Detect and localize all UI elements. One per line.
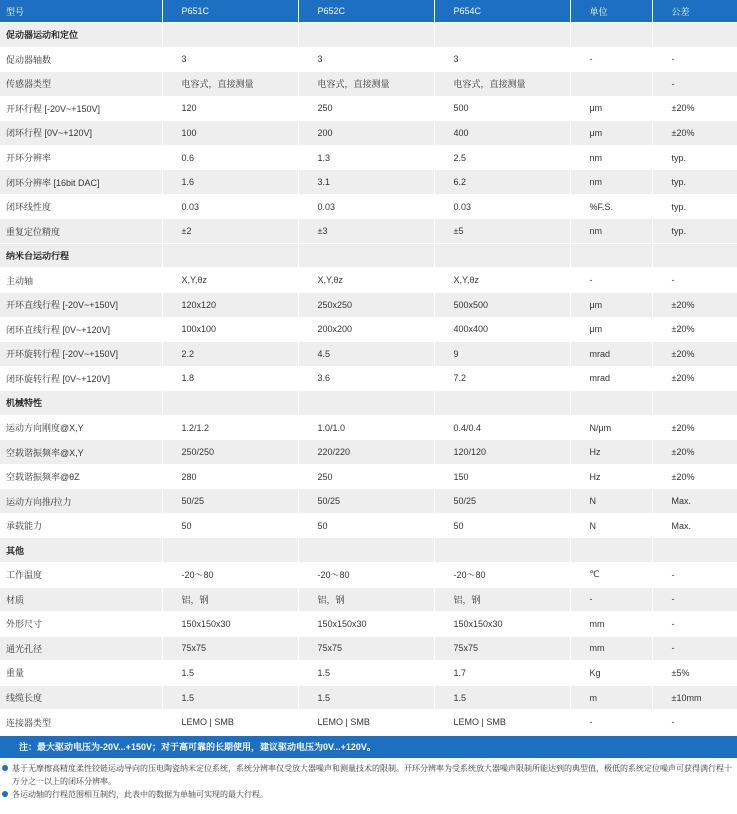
- table-cell: LEMO | SMB: [434, 710, 570, 734]
- column-header: 公差: [652, 0, 737, 23]
- section-row: [0, 391, 737, 416]
- table-cell: ±20%: [652, 366, 737, 391]
- parameter-label: 开环直线行程 [-20V~+150V]: [0, 293, 162, 318]
- table-row: [0, 636, 737, 661]
- table-cell: μm: [570, 317, 652, 342]
- table-cell: LEMO | SMB: [162, 710, 298, 734]
- table-cell: ±20%: [652, 96, 737, 121]
- table-cell: [298, 243, 434, 268]
- table-cell: m: [570, 685, 652, 710]
- table-cell: mrad: [570, 366, 652, 391]
- column-header: 单位: [570, 0, 652, 23]
- table-cell: 1.6: [162, 170, 298, 195]
- section-row: [0, 23, 737, 48]
- table-cell: 铝，钢: [298, 587, 434, 612]
- table-cell: -20～80: [162, 563, 298, 588]
- table-cell: 1.5: [162, 661, 298, 686]
- parameter-label: 通光孔径: [0, 636, 162, 661]
- parameter-label: 连接器类型: [0, 710, 162, 734]
- table-cell: 0.4/0.4: [434, 415, 570, 440]
- table-cell: 400x400: [434, 317, 570, 342]
- parameter-label: 材质: [0, 587, 162, 612]
- table-row: [0, 219, 737, 244]
- table-cell: [162, 538, 298, 563]
- table-row: [0, 661, 737, 686]
- table-cell: [434, 538, 570, 563]
- table-cell: 250: [298, 464, 434, 489]
- table-cell: 3: [162, 47, 298, 72]
- footnote-travel-range: [2, 788, 735, 801]
- table-cell: μm: [570, 121, 652, 146]
- table-cell: -: [652, 710, 737, 734]
- table-cell: [162, 391, 298, 416]
- table-cell: [162, 23, 298, 48]
- table-cell: 50/25: [434, 489, 570, 514]
- table-cell: 3.6: [298, 366, 434, 391]
- table-cell: 120x120: [162, 293, 298, 318]
- table-cell: 1.5: [298, 661, 434, 686]
- table-cell: -: [652, 268, 737, 293]
- parameter-label: 开环分辨率: [0, 145, 162, 170]
- table-cell: -: [652, 636, 737, 661]
- table-row: [0, 170, 737, 195]
- table-cell: 220/220: [298, 440, 434, 465]
- table-row: [0, 513, 737, 538]
- table-row: [0, 563, 737, 588]
- section-title: 其他: [0, 538, 162, 563]
- section-row: [0, 243, 737, 268]
- table-cell: 100x100: [162, 317, 298, 342]
- table-cell: ±20%: [652, 342, 737, 367]
- voltage-note: 注：最大驱动电压为-20V...+150V；对于高可靠的长期使用，建议驱动电压为0V...+120V。: [0, 736, 737, 758]
- table-cell: 150x150x30: [298, 612, 434, 637]
- table-cell: Max.: [652, 489, 737, 514]
- column-header: P651C: [162, 0, 298, 23]
- parameter-label: 闭环行程 [0V~+120V]: [0, 121, 162, 146]
- table-cell: μm: [570, 96, 652, 121]
- table-cell: 400: [434, 121, 570, 146]
- table-row: [0, 121, 737, 146]
- table-cell: 1.2/1.2: [162, 415, 298, 440]
- header-row: [0, 0, 737, 23]
- table-cell: nm: [570, 170, 652, 195]
- table-cell: mm: [570, 612, 652, 637]
- table-cell: N: [570, 513, 652, 538]
- table-row: [0, 612, 737, 637]
- table-cell: 200x200: [298, 317, 434, 342]
- table-cell: [434, 391, 570, 416]
- table-row: [0, 194, 737, 219]
- table-row: [0, 317, 737, 342]
- column-header: 型号: [0, 0, 162, 23]
- parameter-label: 闭环分辨率 [16bit DAC]: [0, 170, 162, 195]
- table-cell: [652, 23, 737, 48]
- table-cell: [434, 243, 570, 268]
- table-cell: typ.: [652, 194, 737, 219]
- table-cell: ±5%: [652, 661, 737, 686]
- table-cell: ℃: [570, 563, 652, 588]
- table-row: [0, 96, 737, 121]
- table-cell: 3: [434, 47, 570, 72]
- table-cell: LEMO | SMB: [298, 710, 434, 734]
- table-cell: -20～80: [298, 563, 434, 588]
- table-cell: [434, 23, 570, 48]
- parameter-label: 工作温度: [0, 563, 162, 588]
- table-cell: ±20%: [652, 121, 737, 146]
- table-cell: -: [570, 710, 652, 734]
- table-cell: [570, 23, 652, 48]
- table-cell: 3: [298, 47, 434, 72]
- table-cell: -: [652, 612, 737, 637]
- table-cell: 250x250: [298, 293, 434, 318]
- table-cell: X,Y,θz: [298, 268, 434, 293]
- parameter-label: 空载谐振频率@θZ: [0, 464, 162, 489]
- table-cell: 150: [434, 464, 570, 489]
- table-cell: 250: [298, 96, 434, 121]
- table-cell: [298, 23, 434, 48]
- parameter-label: 传感器类型: [0, 72, 162, 97]
- table-cell: 75x75: [434, 636, 570, 661]
- table-cell: 4.5: [298, 342, 434, 367]
- table-cell: nm: [570, 145, 652, 170]
- column-header: P652C: [298, 0, 434, 23]
- table-cell: 120: [162, 96, 298, 121]
- table-cell: ±3: [298, 219, 434, 244]
- table-cell: 电容式，直接测量: [162, 72, 298, 97]
- table-cell: ±10mm: [652, 685, 737, 710]
- table-cell: 1.7: [434, 661, 570, 686]
- table-row: [0, 366, 737, 391]
- table-cell: mm: [570, 636, 652, 661]
- table-cell: Hz: [570, 440, 652, 465]
- table-cell: Max.: [652, 513, 737, 538]
- table-cell: -: [652, 47, 737, 72]
- section-title: 机械特性: [0, 391, 162, 416]
- parameter-label: 闭环旋转行程 [0V~+120V]: [0, 366, 162, 391]
- table-row: [0, 47, 737, 72]
- bullet-icon: [2, 765, 8, 771]
- parameter-label: 开环旋转行程 [-20V~+150V]: [0, 342, 162, 367]
- parameter-label: 线缆长度: [0, 685, 162, 710]
- table-cell: 0.6: [162, 145, 298, 170]
- table-row: [0, 145, 737, 170]
- table-cell: [162, 243, 298, 268]
- table-cell: ±20%: [652, 440, 737, 465]
- table-cell: [652, 538, 737, 563]
- parameter-label: 促动器轴数: [0, 47, 162, 72]
- footnote-text: 各运动轴的行程范围相互制约，此表中的数据为单轴可实现的最大行程。: [12, 789, 268, 799]
- table-cell: [570, 72, 652, 97]
- section-title: 促动器运动和定位: [0, 23, 162, 48]
- table-row: [0, 293, 737, 318]
- table-cell: 200: [298, 121, 434, 146]
- table-row: [0, 587, 737, 612]
- table-cell: 6.2: [434, 170, 570, 195]
- parameter-label: 主动轴: [0, 268, 162, 293]
- table-cell: 120/120: [434, 440, 570, 465]
- parameter-label: 运动方向推/拉力: [0, 489, 162, 514]
- table-cell: ±20%: [652, 317, 737, 342]
- table-cell: N/μm: [570, 415, 652, 440]
- table-cell: 铝，钢: [162, 587, 298, 612]
- bullet-icon: [2, 791, 8, 797]
- table-cell: -20～80: [434, 563, 570, 588]
- table-cell: 铝，钢: [434, 587, 570, 612]
- table-cell: 50: [162, 513, 298, 538]
- table-cell: 电容式，直接测量: [298, 72, 434, 97]
- table-row: [0, 342, 737, 367]
- table-cell: %F.S.: [570, 194, 652, 219]
- table-cell: -: [570, 587, 652, 612]
- table-row: [0, 72, 737, 97]
- table-row: [0, 440, 737, 465]
- table-row: [0, 710, 737, 734]
- table-cell: ±20%: [652, 464, 737, 489]
- table-cell: 1.8: [162, 366, 298, 391]
- table-cell: 280: [162, 464, 298, 489]
- table-cell: 500: [434, 96, 570, 121]
- parameter-label: 闭环线性度: [0, 194, 162, 219]
- table-cell: [570, 538, 652, 563]
- table-cell: X,Y,θz: [434, 268, 570, 293]
- table-cell: 50: [298, 513, 434, 538]
- table-cell: 150x150x30: [434, 612, 570, 637]
- parameter-label: 重量: [0, 661, 162, 686]
- table-cell: 50/25: [162, 489, 298, 514]
- table-cell: 1.5: [162, 685, 298, 710]
- table-cell: X,Y,θz: [162, 268, 298, 293]
- parameter-label: 运动方向刚度@X,Y: [0, 415, 162, 440]
- parameter-label: 承载能力: [0, 513, 162, 538]
- table-cell: 150x150x30: [162, 612, 298, 637]
- table-cell: N: [570, 489, 652, 514]
- table-cell: [298, 538, 434, 563]
- table-cell: Hz: [570, 464, 652, 489]
- table-row: [0, 268, 737, 293]
- table-cell: Kg: [570, 661, 652, 686]
- table-cell: [570, 391, 652, 416]
- table-cell: 50: [434, 513, 570, 538]
- table-cell: 1.0/1.0: [298, 415, 434, 440]
- table-cell: -: [652, 563, 737, 588]
- parameter-label: 外形尺寸: [0, 612, 162, 637]
- table-cell: 1.3: [298, 145, 434, 170]
- table-cell: 9: [434, 342, 570, 367]
- footnote-resolution: [2, 762, 735, 788]
- table-cell: -: [652, 587, 737, 612]
- table-row: [0, 685, 737, 710]
- table-cell: 7.2: [434, 366, 570, 391]
- table-cell: -: [570, 268, 652, 293]
- table-cell: 2.5: [434, 145, 570, 170]
- table-cell: ±20%: [652, 415, 737, 440]
- table-cell: [652, 391, 737, 416]
- table-cell: 500x500: [434, 293, 570, 318]
- table-cell: -: [570, 47, 652, 72]
- table-cell: 0.03: [162, 194, 298, 219]
- table-row: [0, 415, 737, 440]
- parameter-label: 闭环直线行程 [0V~+120V]: [0, 317, 162, 342]
- table-row: [0, 489, 737, 514]
- footnote-text: 基于无摩擦高精度柔性铰链运动导向的压电陶瓷纳米定位系统，系统分辨率仅受放大器噪声和测量技术的限制。开环分辨率为受系统放大器噪声限制所能达到的典型值，极低的系统定位噪声可获得满行程十万分之一以上的闭环分辨率。: [12, 763, 732, 786]
- table-cell: [652, 243, 737, 268]
- table-cell: ±5: [434, 219, 570, 244]
- table-cell: nm: [570, 219, 652, 244]
- table-cell: [570, 243, 652, 268]
- table-cell: 电容式，直接测量: [434, 72, 570, 97]
- table-cell: μm: [570, 293, 652, 318]
- table-cell: 50/25: [298, 489, 434, 514]
- table-cell: 100: [162, 121, 298, 146]
- table-cell: 1.5: [434, 685, 570, 710]
- parameter-label: 空载谐振频率@X,Y: [0, 440, 162, 465]
- table-cell: 75x75: [298, 636, 434, 661]
- table-cell: ±2: [162, 219, 298, 244]
- table-cell: 0.03: [298, 194, 434, 219]
- section-row: [0, 538, 737, 563]
- table-cell: 250/250: [162, 440, 298, 465]
- table-cell: 1.5: [298, 685, 434, 710]
- table-cell: -: [652, 72, 737, 97]
- table-cell: mrad: [570, 342, 652, 367]
- table-cell: typ.: [652, 145, 737, 170]
- parameter-label: 重复定位精度: [0, 219, 162, 244]
- section-title: 纳米台运动行程: [0, 243, 162, 268]
- table-cell: typ.: [652, 170, 737, 195]
- table-cell: 2.2: [162, 342, 298, 367]
- table-cell: ±20%: [652, 293, 737, 318]
- parameter-label: 开环行程 [-20V~+150V]: [0, 96, 162, 121]
- table-cell: [298, 391, 434, 416]
- column-header: P654C: [434, 0, 570, 23]
- table-cell: typ.: [652, 219, 737, 244]
- table-cell: 0.03: [434, 194, 570, 219]
- table-row: [0, 464, 737, 489]
- table-cell: 3.1: [298, 170, 434, 195]
- table-cell: 75x75: [162, 636, 298, 661]
- footnotes: [0, 758, 737, 801]
